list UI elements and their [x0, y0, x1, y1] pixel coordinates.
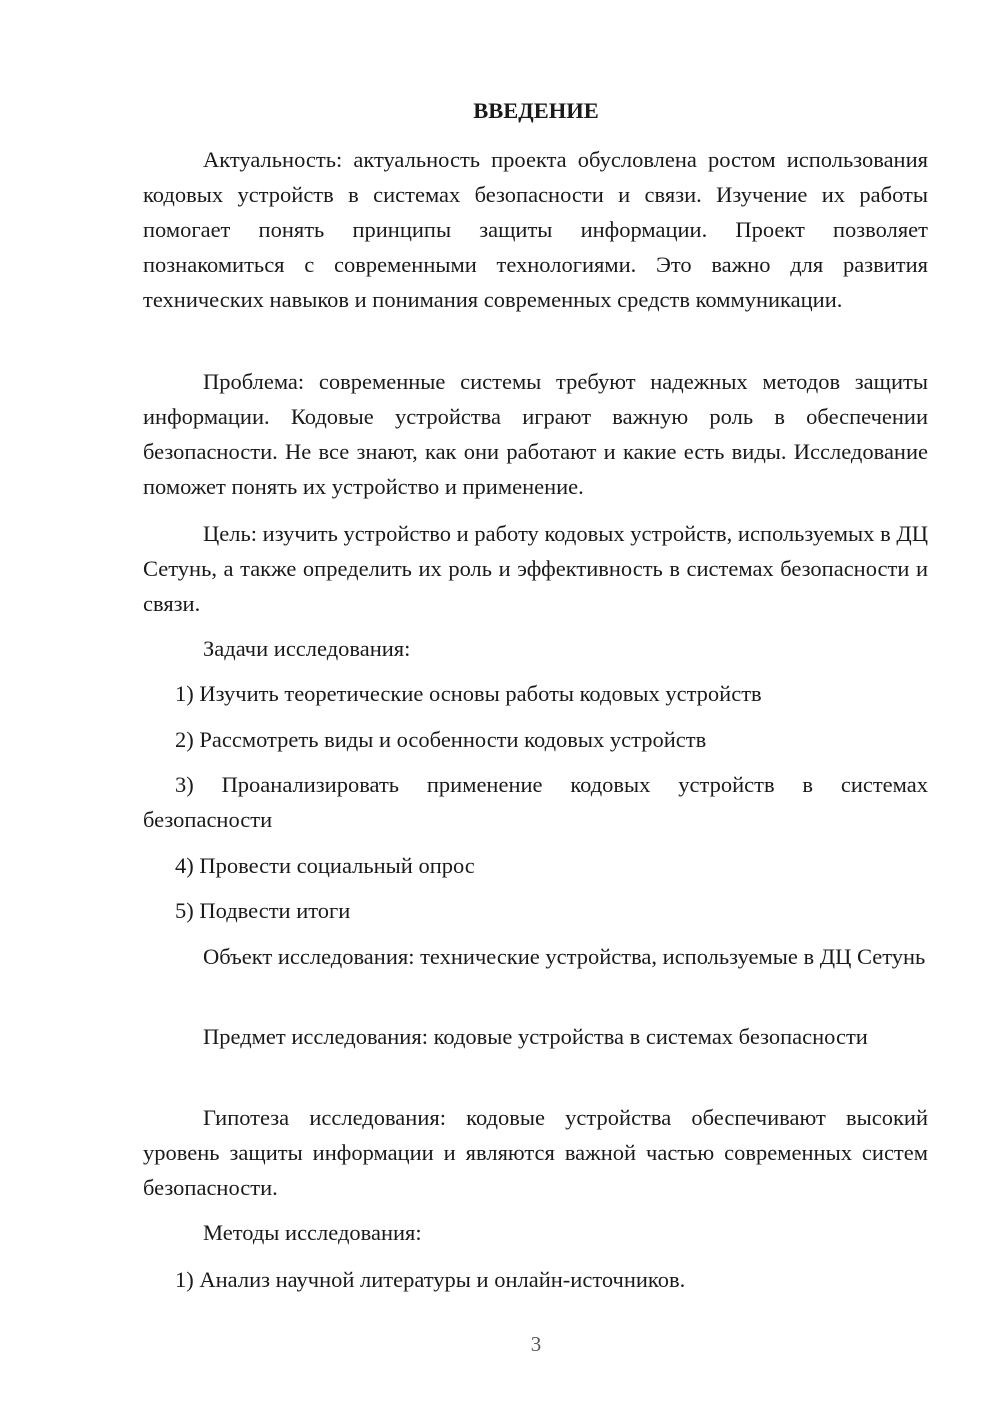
paragraph-problem: Проблема: современные системы требуют надежных методов защиты информации. Кодовые устройства играют важную роль в обеспечении безопасности. Не все знают, как они работают и какие есть виды. Исследование поможет понять их устройство и применение.	[143, 369, 928, 499]
paragraph-goal: Цель: изучить устройство и работу кодовых устройств, используемых в ДЦ Сетунь, а также определить их роль и эффективность в системах безопасности и связи.	[143, 521, 928, 616]
paragraph-relevance: Актуальность: актуальность проекта обусловлена ростом использования кодовых устройств в системах безопасности и связи. Изучение их работы помогает понять принципы защиты информации. Проект позволяет познакомиться с современными технологиями. Это важно для развития технических навыков и понимания современных средств коммуникации.	[143, 147, 928, 312]
paragraph-subject: Предмет исследования: кодовые устройства в системах безопасности	[203, 1024, 868, 1049]
paragraph-hypothesis: Гипотеза исследования: кодовые устройства обеспечивают высокий уровень защиты информации и являются важной частью современных систем безопасности.	[143, 1105, 928, 1200]
method-item: 1) Анализ научной литературы и онлайн-источников.	[175, 1267, 686, 1292]
task-item: 1) Изучить теоретические основы работы кодовых устройств	[175, 681, 762, 706]
page-title: ВВЕДЕНИЕ	[473, 98, 599, 123]
task-item: 4) Провести социальный опрос	[175, 853, 475, 878]
methods-heading: Методы исследования:	[203, 1220, 422, 1245]
page-number: 3	[530, 1332, 542, 1356]
paragraph-object: Объект исследования: технические устройства, используемые в ДЦ Сетунь	[203, 944, 926, 969]
task-item: 5) Подвести итоги	[175, 898, 351, 923]
task-item: 3) Проанализировать применение кодовых устройств в системах безопасности	[143, 772, 928, 832]
task-item: 2) Рассмотреть виды и особенности кодовых устройств	[175, 727, 707, 752]
tasks-heading: Задачи исследования:	[203, 636, 411, 661]
